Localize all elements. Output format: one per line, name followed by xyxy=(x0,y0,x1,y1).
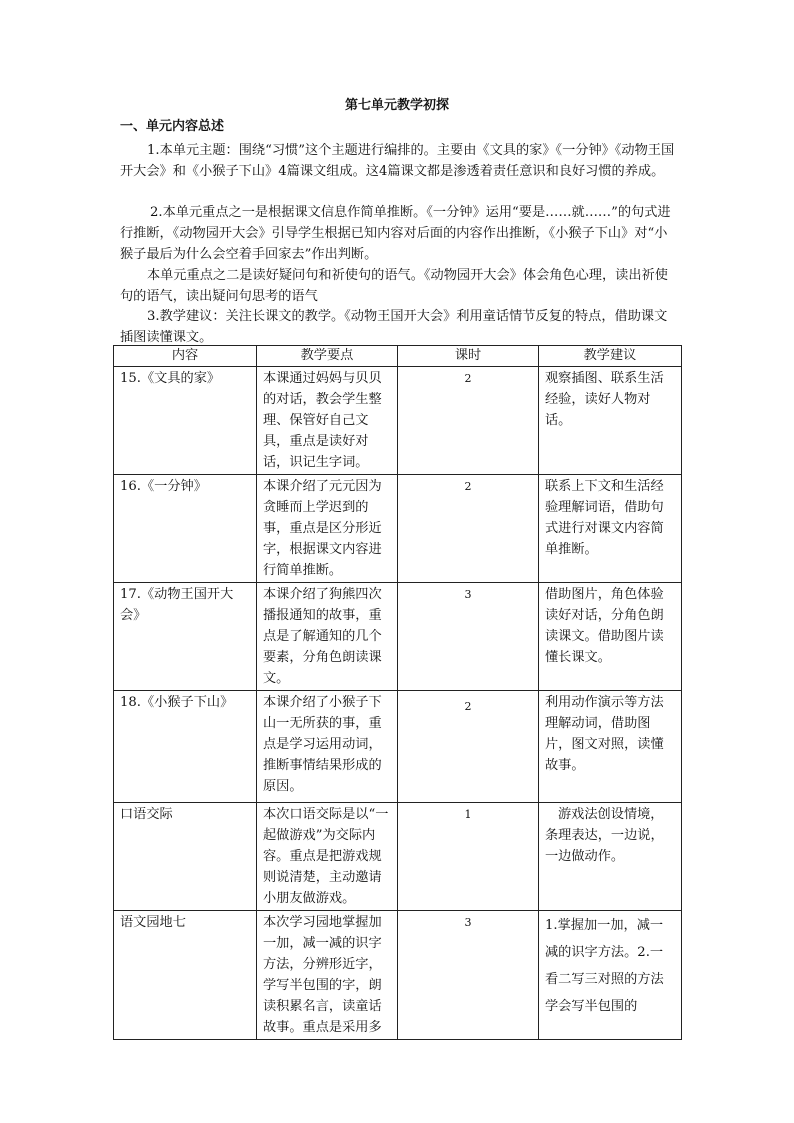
header-points: 教学要点 xyxy=(257,346,398,367)
table-row xyxy=(114,367,682,475)
cell-hours: 2 xyxy=(398,367,539,475)
header-hours: 课时 xyxy=(398,346,539,367)
header-content: 内容 xyxy=(114,346,257,367)
cell-points: 本次口语交际是以“一起做游戏”为交际内容。重点是把游戏规则说清楚，主动邀请小朋友做游戏。 xyxy=(257,803,398,911)
lesson-plan-table xyxy=(113,345,682,1040)
page-title: 第七单元教学初探 xyxy=(344,98,449,113)
paragraph-theme: 1.本单元主题：围绕“习惯”这个主题进行编排的。主要由《文具的家》《一分钟》《动物王国开大会》和《小猴子下山》4篇课文组成。这4篇课文都是渗透着责任意识和良好习惯的养成。 xyxy=(120,143,675,179)
paragraph-suggestion: 3.教学建议：关注长课文的教学。《动物王国开大会》利用童话情节反复的特点，借助课文插图读懂课文。 xyxy=(120,309,668,345)
cell-suggestion: 1.掌握加一加，减一减的识字方法。2.一看二写三对照的方法学会写半包围的 xyxy=(539,911,682,1040)
cell-content: 18.《小猴子下山》 xyxy=(114,691,257,803)
cell-suggestion: 借助图片，角色体验读好对话，分角色朗读课文。借助图片读懂长课文。 xyxy=(539,583,682,691)
cell-points: 本课通过妈妈与贝贝的对话，教会学生整理、保管好自己文具，重点是读好对话，识记生字词。 xyxy=(257,367,398,475)
table-row xyxy=(114,583,682,691)
cell-points: 本课介绍了狗熊四次播报通知的故事，重点是了解通知的几个要素，分角色朗读课文。 xyxy=(257,583,398,691)
cell-suggestion: 观察插图、联系生活经验，读好人物对话。 xyxy=(539,367,682,475)
cell-hours: 3 xyxy=(398,583,539,691)
cell-suggestion: 联系上下文和生活经验理解词语，借助句式进行对课文内容简单推断。 xyxy=(539,475,682,583)
table-row xyxy=(114,475,682,583)
table-row xyxy=(114,691,682,803)
table-header-row xyxy=(114,346,682,367)
table-row xyxy=(114,803,682,911)
paragraph-key-point-2: 本单元重点之二是读好疑问句和祈使句的语气。《动物园开大会》体会角色心理，读出祈使句的语气，读出疑问句思考的语气 xyxy=(120,268,668,304)
cell-points: 本课介绍了小猴子下山一无所获的事，重点是学习运用动词，推断事情结果形成的原因。 xyxy=(257,691,398,803)
cell-content: 16.《一分钟》 xyxy=(114,475,257,583)
cell-content: 语文园地七 xyxy=(114,911,257,1040)
cell-hours: 2 xyxy=(398,691,539,803)
cell-hours: 2 xyxy=(398,475,539,583)
paragraph-key-point-1: 2.本单元重点之一是根据课文信息作简单推断。《一分钟》运用“要是……就……”的句式进行推断，《动物园开大会》引导学生根据已知内容对后面的内容作出推断，《小猴子下山》对“小猴子最后为什么会空着手回家去”作出判断。 xyxy=(120,205,671,262)
cell-suggestion: 游戏法创设情境，条理表达，一边说，一边做动作。 xyxy=(539,803,682,911)
cell-content: 17.《动物王国开大会》 xyxy=(114,583,257,691)
table-row xyxy=(114,911,682,1040)
cell-suggestion: 利用动作演示等方法理解动词，借助图片，图文对照，读懂故事。 xyxy=(539,691,682,803)
section-heading: 一、单元内容总述 xyxy=(120,119,225,134)
cell-hours: 3 xyxy=(398,911,539,1040)
cell-content: 15.《文具的家》 xyxy=(114,367,257,475)
cell-points: 本次学习园地掌握加一加，减一减的识字方法，分辨形近字，学写半包围的字，朗读积累名言，读童话故事。重点是采用多 xyxy=(257,911,398,1040)
cell-content: 口语交际 xyxy=(114,803,257,911)
header-suggestion: 教学建议 xyxy=(539,346,682,367)
cell-hours: 1 xyxy=(398,803,539,911)
cell-points: 本课介绍了元元因为贪睡而上学迟到的事，重点是区分形近字，根据课文内容进行简单推断。 xyxy=(257,475,398,583)
